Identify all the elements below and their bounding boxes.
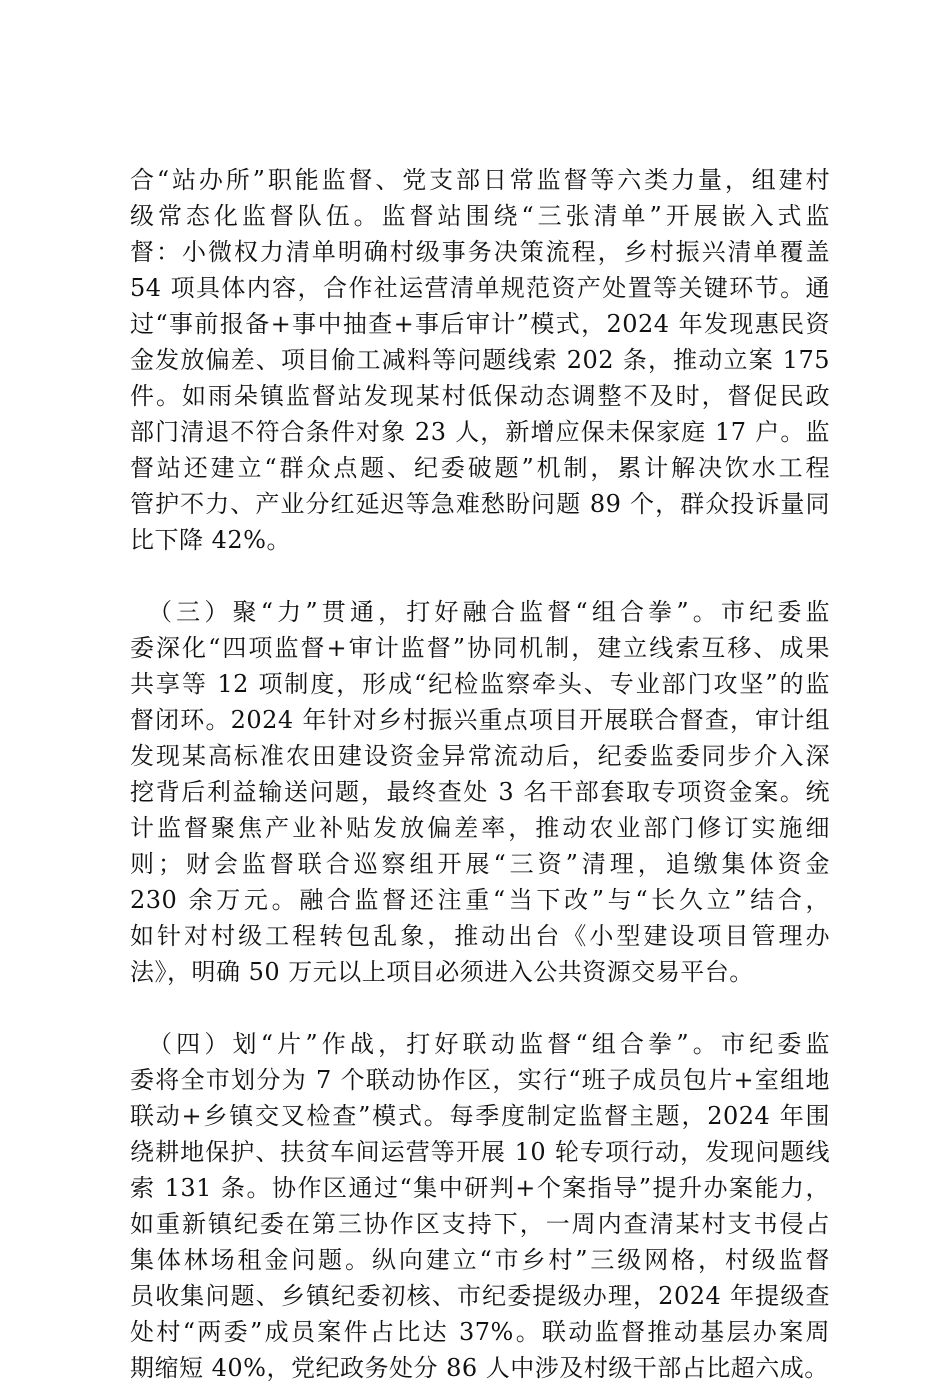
text-line: 委将全市划分为 7 个联动协作区，实行“班子成员包片+室组地 xyxy=(130,1066,830,1094)
text-line: 员收集问题、乡镇纪委初核、市纪委提级办理，2024 年提级查 xyxy=(130,1282,830,1310)
text-line: 联动+乡镇交叉检查”模式。每季度制定监督主题，2024 年围 xyxy=(130,1102,830,1130)
text-line: 督：小微权力清单明确村级事务决策流程，乡村振兴清单覆盖 xyxy=(130,238,830,266)
text-line: 230 余万元。融合监督还注重“当下改”与“长久立”结合， xyxy=(130,886,830,914)
paragraph xyxy=(130,162,830,558)
text-line: 索 131 条。协作区通过“集中研判+个案指导”提升办案能力， xyxy=(130,1174,830,1202)
text-line: 过“事前报备+事中抽查+事后审计”模式，2024 年发现惠民资 xyxy=(130,310,830,338)
document-body xyxy=(130,162,830,1386)
text-line: 部门清退不符合条件对象 23 人，新增应保未保家庭 17 户。监 xyxy=(130,418,830,446)
text-line: 共享等 12 项制度，形成“纪检监察牵头、专业部门攻坚”的监 xyxy=(130,670,830,698)
text-line: 54 项具体内容，合作社运营清单规范资产处置等关键环节。通 xyxy=(130,274,830,302)
paragraph xyxy=(130,594,830,990)
text-line: （三）聚“力”贯通，打好融合监督“组合拳”。市纪委监 xyxy=(148,598,830,626)
text-line: 件。如雨朵镇监督站发现某村低保动态调整不及时，督促民政 xyxy=(130,382,830,410)
text-line: 集体林场租金问题。纵向建立“市乡村”三级网格，村级监督 xyxy=(130,1246,830,1274)
text-line: 管护不力、产业分红延迟等急难愁盼问题 89 个，群众投诉量同 xyxy=(130,490,830,518)
text-line: 比下降 42%。 xyxy=(130,526,291,554)
text-line: 则；财会监督联合巡察组开展“三资”清理，追缴集体资金 xyxy=(130,850,830,878)
text-line: 委深化“四项监督+审计监督”协同机制，建立线索互移、成果 xyxy=(130,634,830,662)
text-line: 金发放偏差、项目偷工减料等问题线索 202 条，推动立案 175 xyxy=(130,346,830,374)
text-line: 如重新镇纪委在第三协作区支持下，一周内查清某村支书侵占 xyxy=(130,1210,830,1238)
text-line: （四）划“片”作战，打好联动监督“组合拳”。市纪委监 xyxy=(148,1030,830,1058)
text-line: 期缩短 40%，党纪政务处分 86 人中涉及村级干部占比超六成。 xyxy=(130,1354,829,1382)
text-line: 级常态化监督队伍。监督站围绕“三张清单”开展嵌入式监 xyxy=(130,202,830,230)
text-line: 督闭环。2024 年针对乡村振兴重点项目开展联合督查，审计组 xyxy=(130,706,830,734)
paragraph-spacer xyxy=(130,990,830,1026)
text-line: 法》，明确 50 万元以上项目必须进入公共资源交易平台。 xyxy=(130,958,754,986)
text-line: 如针对村级工程转包乱象，推动出台《小型建设项目管理办 xyxy=(130,922,830,950)
text-line: 合“站办所”职能监督、党支部日常监督等六类力量，组建村 xyxy=(130,166,830,194)
text-line: 处村“两委”成员案件占比达 37%。联动监督推动基层办案周 xyxy=(130,1318,830,1346)
text-line: 绕耕地保护、扶贫车间运营等开展 10 轮专项行动，发现问题线 xyxy=(130,1138,830,1166)
text-line: 挖背后利益输送问题，最终查处 3 名干部套取专项资金案。统 xyxy=(130,778,830,806)
text-line: 发现某高标准农田建设资金异常流动后，纪委监委同步介入深 xyxy=(130,742,830,770)
text-line: 督站还建立“群众点题、纪委破题”机制，累计解决饮水工程 xyxy=(130,454,830,482)
paragraph-spacer xyxy=(130,558,830,594)
text-line: 计监督聚焦产业补贴发放偏差率，推动农业部门修订实施细 xyxy=(130,814,830,842)
paragraph xyxy=(130,1026,830,1386)
